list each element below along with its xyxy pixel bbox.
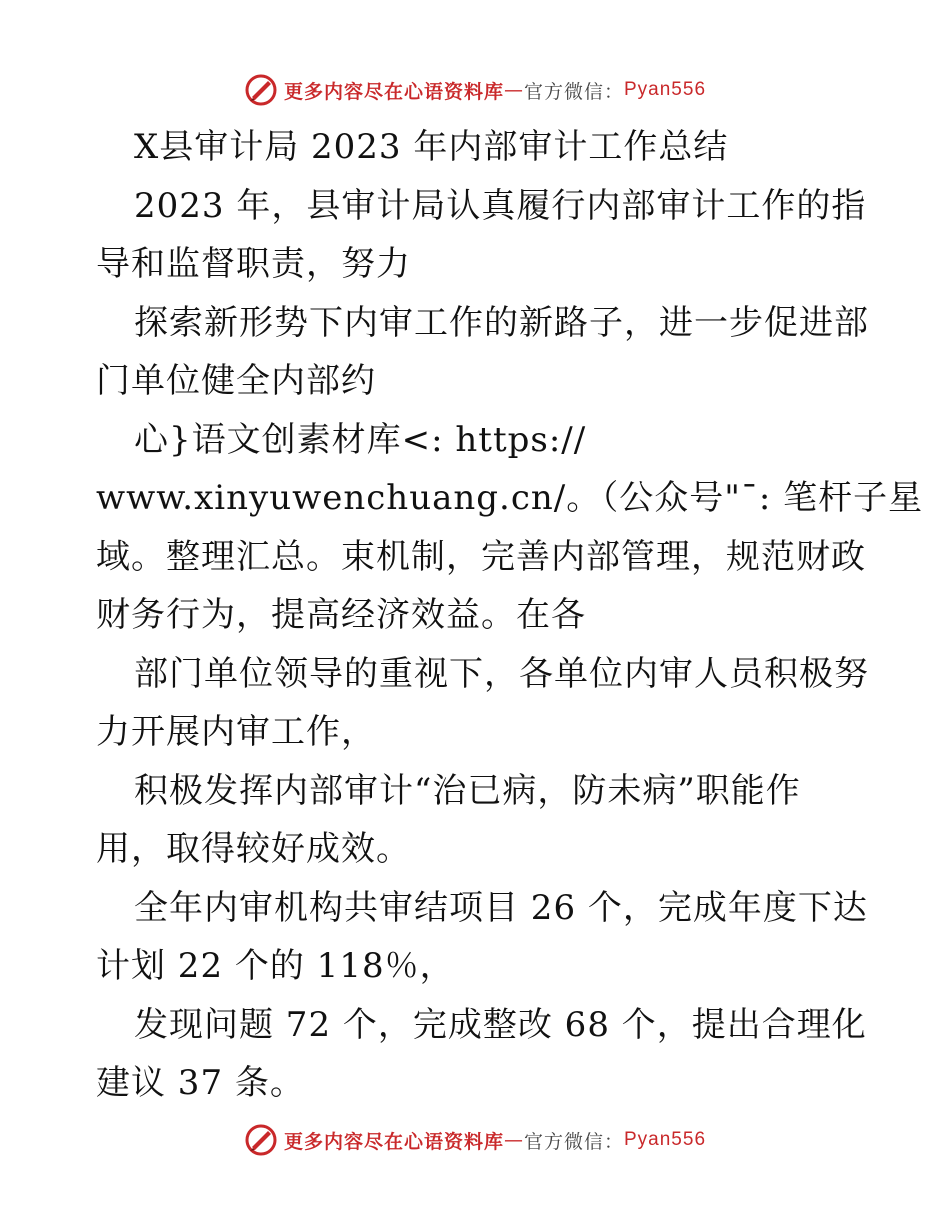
watermark-main-text: 更多内容尽在心语资料库 [283, 80, 504, 103]
text-line: 探索新形势下内审工作的新路子，进一步促进部 [134, 302, 869, 343]
watermark-separator: — [503, 1129, 524, 1151]
text-line: 2023 年，县审计局认真履行内部审计工作的指 [134, 185, 867, 226]
brand-logo-icon [244, 73, 278, 107]
document-body [96, 118, 924, 1113]
brand-logo-icon [244, 1123, 278, 1157]
watermark-handle: Pyan556 [624, 1129, 707, 1150]
text-line: 建议 37 条。 [96, 1063, 305, 1103]
header-watermark [0, 70, 950, 110]
watermark-sub-text: 官方微信： [523, 1130, 624, 1153]
watermark-separator: — [503, 79, 524, 101]
text-line: 门单位健全内部约 [96, 361, 376, 401]
text-line: 用，取得较好成效。 [96, 829, 411, 869]
text-line: 财务行为，提高经济效益。在各 [96, 595, 586, 635]
footer-watermark [0, 1120, 950, 1160]
text-line: 心}语文创素材库<: https:// [134, 419, 587, 460]
text-line: 积极发挥内部审计“治已病，防未病”职能作 [134, 770, 801, 811]
document-title: X县审计局 2023 年内部审计工作总结 [134, 127, 729, 167]
text-line: 部门单位领导的重视下，各单位内审人员积极努 [134, 653, 869, 694]
watermark-sub-text: 官方微信： [523, 80, 624, 103]
text-line: 计划 22 个的 118％， [96, 946, 455, 986]
text-line: 全年内审机构共审结项目 26 个，完成年度下达 [134, 887, 868, 928]
text-line: www.xinyuwenchuang.cn/。（公众号"¯: 笔杆子星 [96, 478, 924, 518]
watermark-handle: Pyan556 [624, 79, 707, 100]
text-line: 域。整理汇总。束机制，完善内部管理，规范财政 [96, 536, 866, 577]
text-line: 力开展内审工作， [96, 712, 376, 752]
watermark-main-text: 更多内容尽在心语资料库 [283, 1130, 504, 1153]
text-line: 导和监督职责，努力 [96, 244, 411, 284]
text-line: 发现问题 72 个，完成整改 68 个，提出合理化 [134, 1004, 867, 1045]
